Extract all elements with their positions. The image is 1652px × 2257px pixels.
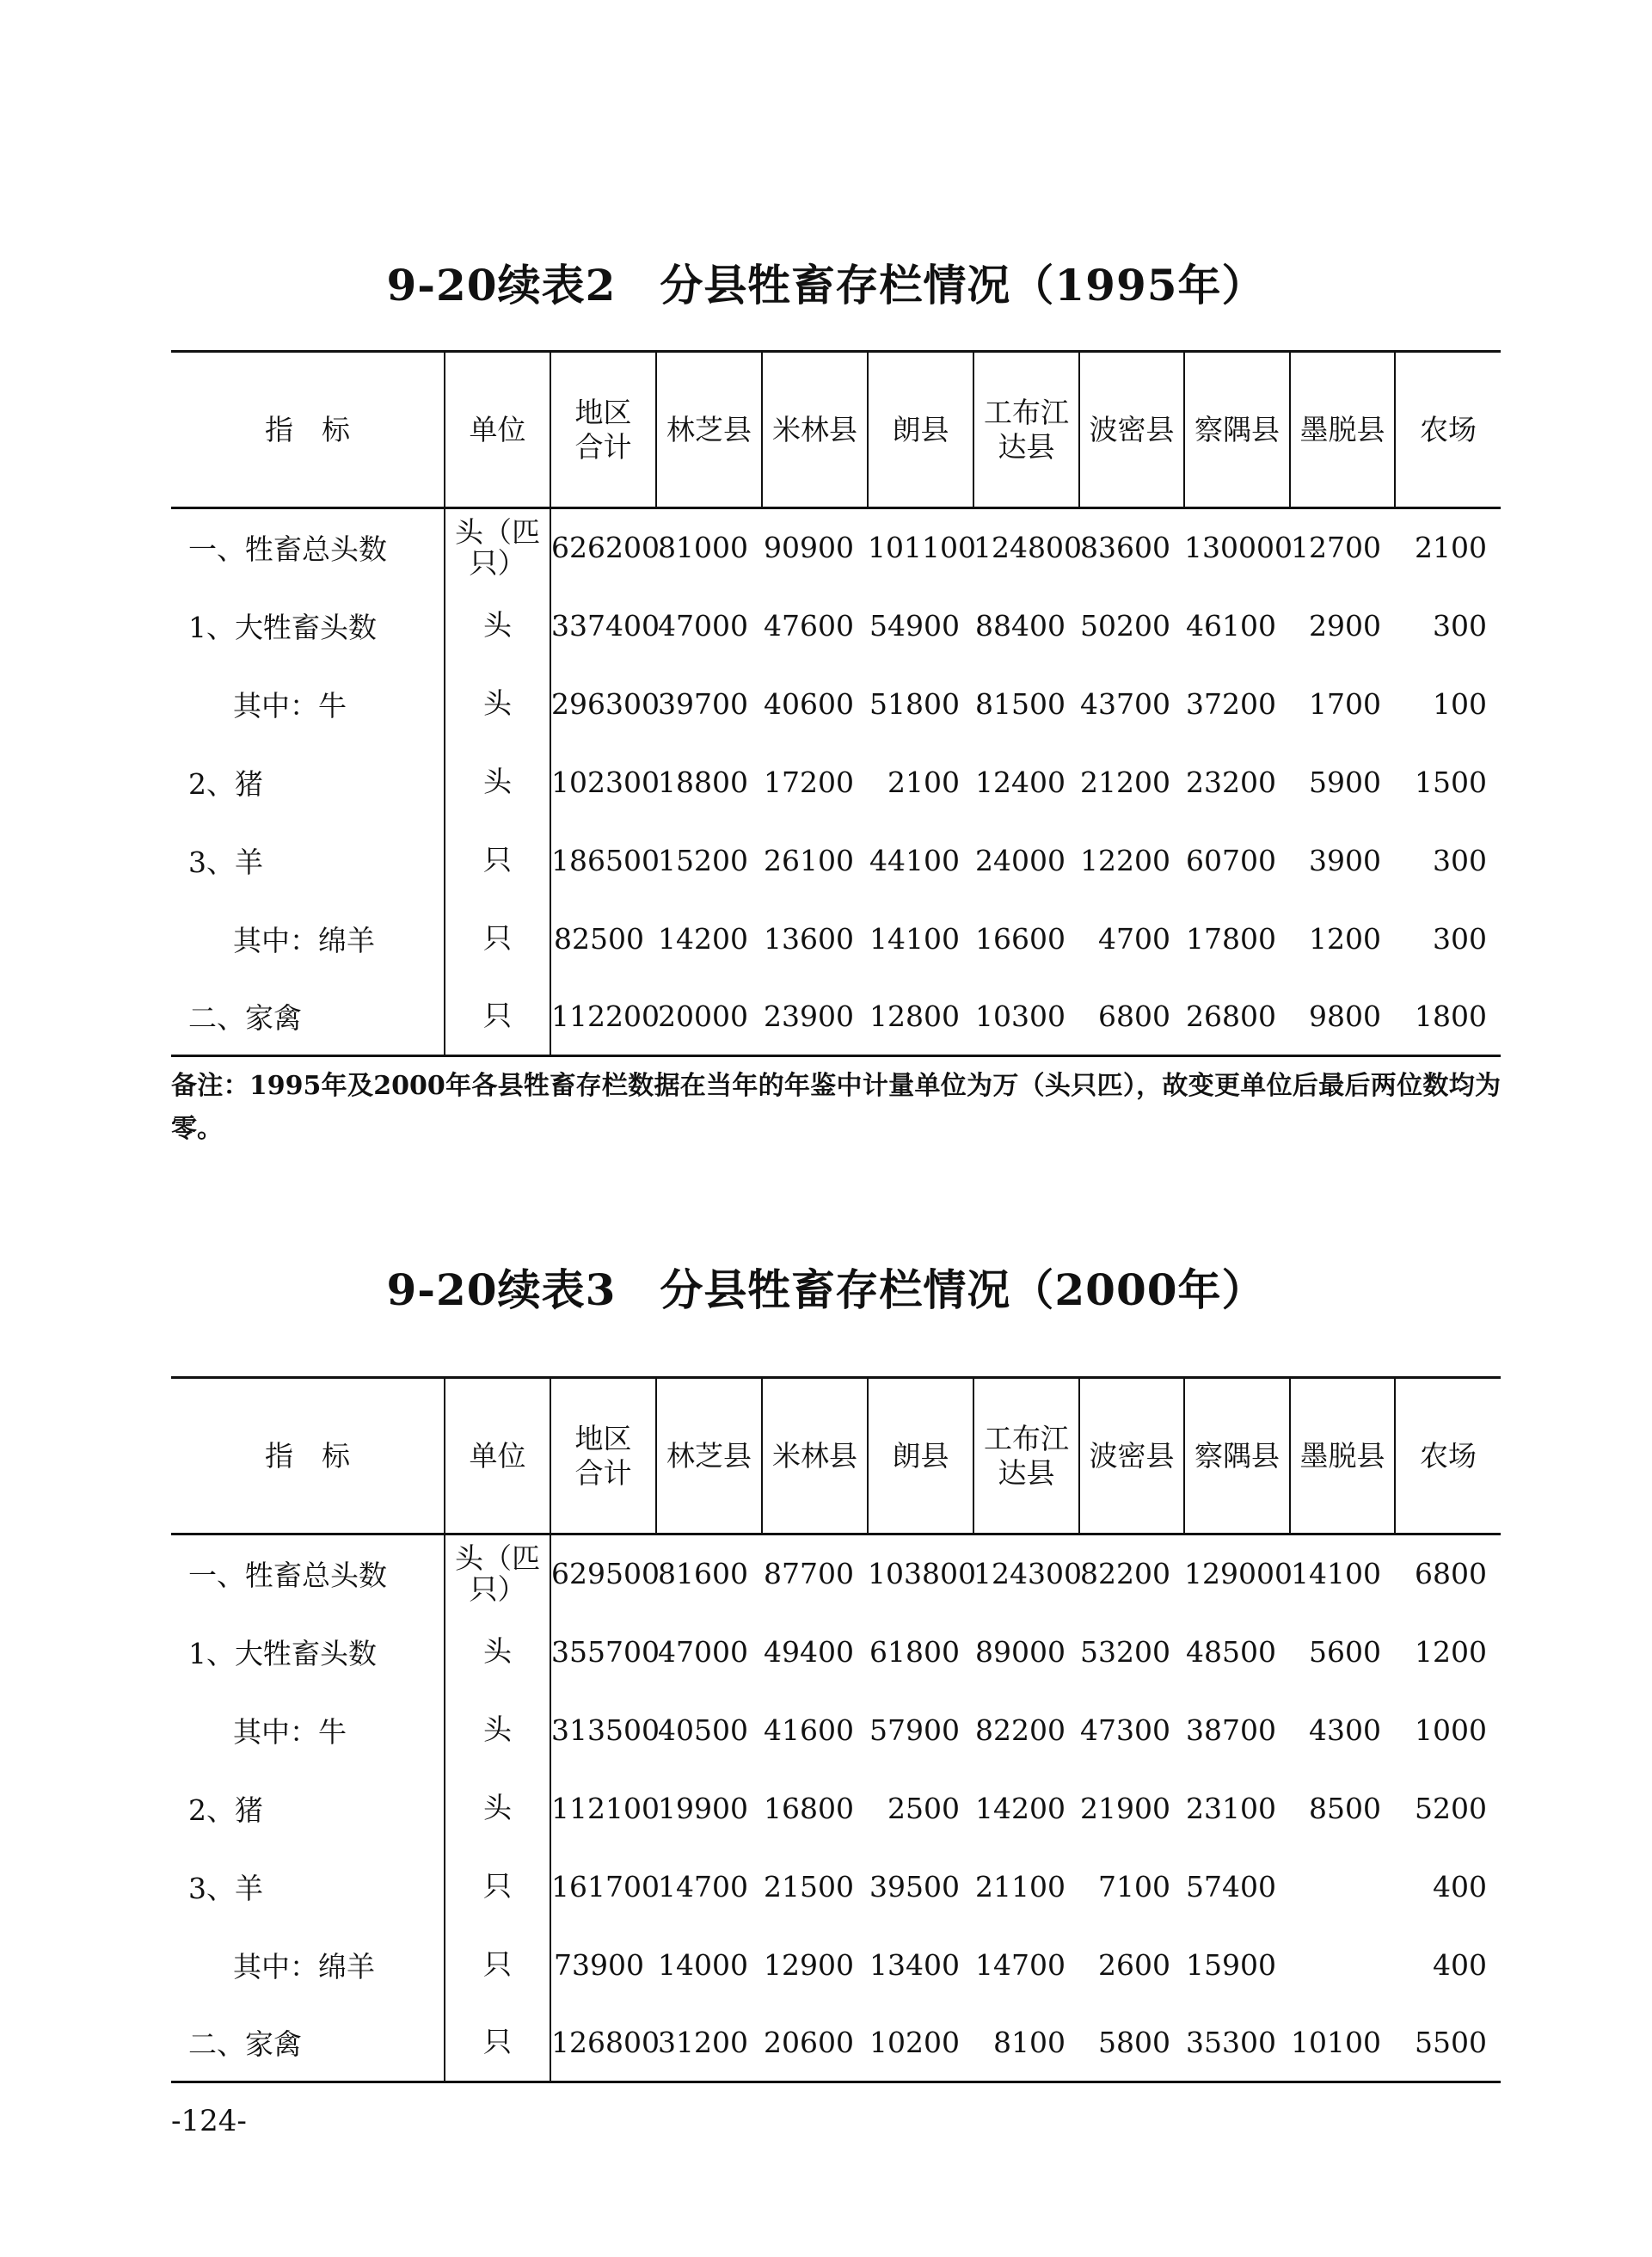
unit-cell: 头 [445, 1613, 550, 1691]
column-header: 朗县 [868, 1378, 973, 1534]
indicator-cell: 3、羊 [188, 1871, 263, 1905]
value-cell: 10200 [869, 2025, 960, 2059]
indicator-cell: 二、家禽 [188, 1000, 302, 1035]
livestock-table-1995 [171, 350, 1501, 1057]
table-row [171, 587, 1501, 665]
value-cell: 82500 [554, 921, 644, 956]
value-cell: 81000 [658, 531, 748, 565]
value-cell: 1800 [1415, 999, 1487, 1033]
unit-cell: 头 [445, 587, 550, 665]
value-cell: 21200 [1080, 765, 1170, 799]
value-cell: 4300 [1309, 1713, 1381, 1747]
table-row [171, 1769, 1501, 1848]
value-cell: 26100 [764, 843, 854, 877]
value-cell: 37200 [1186, 686, 1276, 721]
value-cell: 1200 [1415, 1634, 1487, 1669]
value-cell: 43700 [1080, 686, 1170, 721]
value-cell: 31200 [658, 2025, 748, 2059]
table-row [171, 900, 1501, 978]
unit-cell: 只 [445, 1926, 550, 2004]
value-cell: 100 [1433, 686, 1487, 721]
value-cell: 14100 [1291, 1557, 1381, 1591]
column-header: 单位 [445, 352, 550, 508]
table-row [171, 1691, 1501, 1769]
value-cell: 2100 [887, 765, 960, 799]
table-title: 9-20续表3 分县牲畜存栏情况（2000年） [386, 1264, 1266, 1315]
value-cell: 337400 [551, 608, 660, 643]
value-cell: 21900 [1080, 1791, 1170, 1825]
value-cell: 83600 [1080, 531, 1170, 565]
unit-cell: 头（匹只） [445, 1534, 550, 1613]
table-row [171, 978, 1501, 1056]
value-cell: 3900 [1309, 843, 1381, 877]
value-cell: 1500 [1415, 765, 1487, 799]
value-cell: 14700 [658, 1869, 748, 1903]
column-header: 工布江 达县 [973, 1378, 1079, 1534]
column-header: 农场 [1395, 352, 1501, 508]
table-title: 9-20续表2 分县牲畜存栏情况（1995年） [386, 260, 1266, 311]
value-cell: 81500 [975, 686, 1066, 721]
value-cell: 14100 [869, 921, 960, 956]
indicator-cell: 其中：绵羊 [233, 1949, 375, 1983]
table-row [171, 821, 1501, 900]
column-header: 指 标 [171, 352, 445, 508]
value-cell: 7100 [1098, 1869, 1170, 1903]
value-cell: 24000 [975, 843, 1066, 877]
value-cell: 40600 [764, 686, 854, 721]
unit-cell: 头 [445, 665, 550, 743]
value-cell: 82200 [1080, 1557, 1170, 1591]
value-cell: 103800 [868, 1557, 976, 1591]
value-cell: 21100 [975, 1869, 1066, 1903]
value-cell: 82200 [975, 1713, 1066, 1747]
value-cell [1290, 1926, 1395, 2004]
value-cell: 2100 [1415, 531, 1487, 565]
value-cell: 46100 [1186, 608, 1276, 643]
value-cell: 21500 [764, 1869, 854, 1903]
value-cell: 23900 [764, 999, 854, 1033]
value-cell: 5500 [1415, 2025, 1487, 2059]
column-header: 地区 合计 [550, 352, 656, 508]
table-row [171, 743, 1501, 821]
value-cell: 41600 [764, 1713, 854, 1747]
value-cell: 88400 [975, 608, 1066, 643]
value-cell: 14200 [975, 1791, 1066, 1825]
value-cell: 50200 [1080, 608, 1170, 643]
column-header: 林芝县 [656, 352, 762, 508]
value-cell: 20000 [658, 999, 748, 1033]
value-cell: 6800 [1415, 1557, 1487, 1591]
table-row [171, 1534, 1501, 1613]
indicator-cell: 2、猪 [188, 766, 263, 801]
value-cell: 89000 [975, 1634, 1066, 1669]
value-cell: 35300 [1186, 2025, 1276, 2059]
value-cell: 51800 [869, 686, 960, 721]
value-cell: 61800 [869, 1634, 960, 1669]
column-header: 工布江 达县 [973, 352, 1079, 508]
page-number: -124- [171, 2104, 247, 2138]
value-cell: 13600 [764, 921, 854, 956]
unit-cell: 只 [445, 900, 550, 978]
column-header: 林芝县 [656, 1378, 762, 1534]
value-cell: 1700 [1309, 686, 1381, 721]
value-cell: 47000 [658, 608, 748, 643]
value-cell: 161700 [551, 1869, 660, 1903]
value-cell: 6800 [1098, 999, 1170, 1033]
value-cell: 18800 [658, 765, 748, 799]
value-cell: 129000 [1184, 1557, 1293, 1591]
value-cell: 102300 [551, 765, 660, 799]
value-cell: 629500 [551, 1557, 660, 1591]
column-header: 波密县 [1079, 1378, 1184, 1534]
value-cell: 112200 [551, 999, 660, 1033]
value-cell: 2600 [1098, 1947, 1170, 1982]
value-cell: 48500 [1186, 1634, 1276, 1669]
indicator-cell: 其中：牛 [233, 1714, 347, 1749]
value-cell: 1200 [1309, 921, 1381, 956]
value-cell: 626200 [551, 531, 660, 565]
value-cell: 4700 [1098, 921, 1170, 956]
column-header: 地区 合计 [550, 1378, 656, 1534]
livestock-table-2000 [171, 1376, 1501, 2083]
value-cell: 17800 [1186, 921, 1276, 956]
footnote: 备注：1995年及2000年各县牲畜存栏数据在当年的年鉴中计量单位为万（头只匹），故变更单位后最后两位数均为零。 [171, 1071, 1501, 1144]
value-cell [1290, 1848, 1395, 1926]
column-header: 米林县 [762, 352, 868, 508]
value-cell: 124800 [973, 531, 1082, 565]
indicator-cell: 其中：牛 [233, 688, 347, 723]
value-cell: 17200 [764, 765, 854, 799]
indicator-cell: 二、家禽 [188, 2026, 302, 2061]
value-cell: 355700 [551, 1634, 660, 1669]
value-cell: 12700 [1291, 531, 1381, 565]
unit-cell: 只 [445, 2004, 550, 2082]
value-cell: 101100 [868, 531, 976, 565]
indicator-cell: 1、大牲畜头数 [188, 1636, 377, 1670]
value-cell: 12200 [1080, 843, 1170, 877]
value-cell: 5200 [1415, 1791, 1487, 1825]
indicator-cell: 一、牲畜总头数 [188, 532, 387, 567]
column-header: 墨脱县 [1290, 352, 1395, 508]
value-cell: 44100 [869, 843, 960, 877]
value-cell: 186500 [551, 843, 660, 877]
value-cell: 400 [1433, 1869, 1487, 1903]
value-cell: 87700 [764, 1557, 854, 1591]
column-header: 指 标 [171, 1378, 445, 1534]
value-cell: 81600 [658, 1557, 748, 1591]
value-cell: 15900 [1186, 1947, 1276, 1982]
value-cell: 112100 [551, 1791, 660, 1825]
unit-cell: 头（匹只） [445, 508, 550, 587]
unit-cell: 只 [445, 978, 550, 1056]
value-cell: 47300 [1080, 1713, 1170, 1747]
value-cell: 9800 [1309, 999, 1381, 1033]
value-cell: 400 [1433, 1947, 1487, 1982]
indicator-cell: 其中：绵羊 [233, 923, 375, 957]
column-header: 波密县 [1079, 352, 1184, 508]
value-cell: 47600 [764, 608, 854, 643]
value-cell: 14000 [658, 1947, 748, 1982]
column-header: 单位 [445, 1378, 550, 1534]
value-cell: 38700 [1186, 1713, 1276, 1747]
value-cell: 12400 [975, 765, 1066, 799]
value-cell: 14200 [658, 921, 748, 956]
value-cell: 73900 [554, 1947, 644, 1982]
value-cell: 5800 [1098, 2025, 1170, 2059]
value-cell: 16600 [975, 921, 1066, 956]
value-cell: 13400 [869, 1947, 960, 1982]
value-cell: 26800 [1186, 999, 1276, 1033]
value-cell: 10300 [975, 999, 1066, 1033]
value-cell: 47000 [658, 1634, 748, 1669]
table-row [171, 508, 1501, 587]
value-cell: 313500 [551, 1713, 660, 1747]
value-cell: 296300 [551, 686, 660, 721]
value-cell: 2500 [887, 1791, 960, 1825]
value-cell: 2900 [1309, 608, 1381, 643]
unit-cell: 头 [445, 1691, 550, 1769]
value-cell: 300 [1433, 843, 1487, 877]
value-cell: 5900 [1309, 765, 1381, 799]
value-cell: 19900 [658, 1791, 748, 1825]
value-cell: 12900 [764, 1947, 854, 1982]
column-header: 农场 [1395, 1378, 1501, 1534]
value-cell: 8100 [993, 2025, 1066, 2059]
value-cell: 60700 [1186, 843, 1276, 877]
column-header: 察隅县 [1184, 352, 1290, 508]
unit-cell: 只 [445, 1848, 550, 1926]
column-header: 墨脱县 [1290, 1378, 1395, 1534]
table-row [171, 1848, 1501, 1926]
table-row [171, 2004, 1501, 2082]
table-row [171, 665, 1501, 743]
value-cell: 10100 [1291, 2025, 1381, 2059]
value-cell: 23200 [1186, 765, 1276, 799]
unit-cell: 头 [445, 743, 550, 821]
value-cell: 20600 [764, 2025, 854, 2059]
value-cell: 300 [1433, 921, 1487, 956]
indicator-cell: 一、牲畜总头数 [188, 1559, 387, 1593]
value-cell: 5600 [1309, 1634, 1381, 1669]
column-header: 察隅县 [1184, 1378, 1290, 1534]
value-cell: 39700 [658, 686, 748, 721]
table-row [171, 1926, 1501, 2004]
table-row [171, 1613, 1501, 1691]
value-cell: 16800 [764, 1791, 854, 1825]
value-cell: 54900 [869, 608, 960, 643]
value-cell: 126800 [551, 2025, 660, 2059]
value-cell: 40500 [658, 1713, 748, 1747]
value-cell: 23100 [1186, 1791, 1276, 1825]
value-cell: 49400 [764, 1634, 854, 1669]
value-cell: 8500 [1309, 1791, 1381, 1825]
value-cell: 39500 [869, 1869, 960, 1903]
value-cell: 130000 [1184, 531, 1293, 565]
value-cell: 14700 [975, 1947, 1066, 1982]
indicator-cell: 1、大牲畜头数 [188, 610, 377, 644]
value-cell: 53200 [1080, 1634, 1170, 1669]
value-cell: 1000 [1415, 1713, 1487, 1747]
unit-cell: 头 [445, 1769, 550, 1848]
value-cell: 57400 [1186, 1869, 1276, 1903]
value-cell: 12800 [869, 999, 960, 1033]
column-header: 米林县 [762, 1378, 868, 1534]
value-cell: 15200 [658, 843, 748, 877]
indicator-cell: 3、羊 [188, 845, 263, 879]
value-cell: 300 [1433, 608, 1487, 643]
value-cell: 90900 [764, 531, 854, 565]
value-cell: 124300 [973, 1557, 1082, 1591]
unit-cell: 只 [445, 821, 550, 900]
indicator-cell: 2、猪 [188, 1793, 263, 1827]
value-cell: 57900 [869, 1713, 960, 1747]
column-header: 朗县 [868, 352, 973, 508]
